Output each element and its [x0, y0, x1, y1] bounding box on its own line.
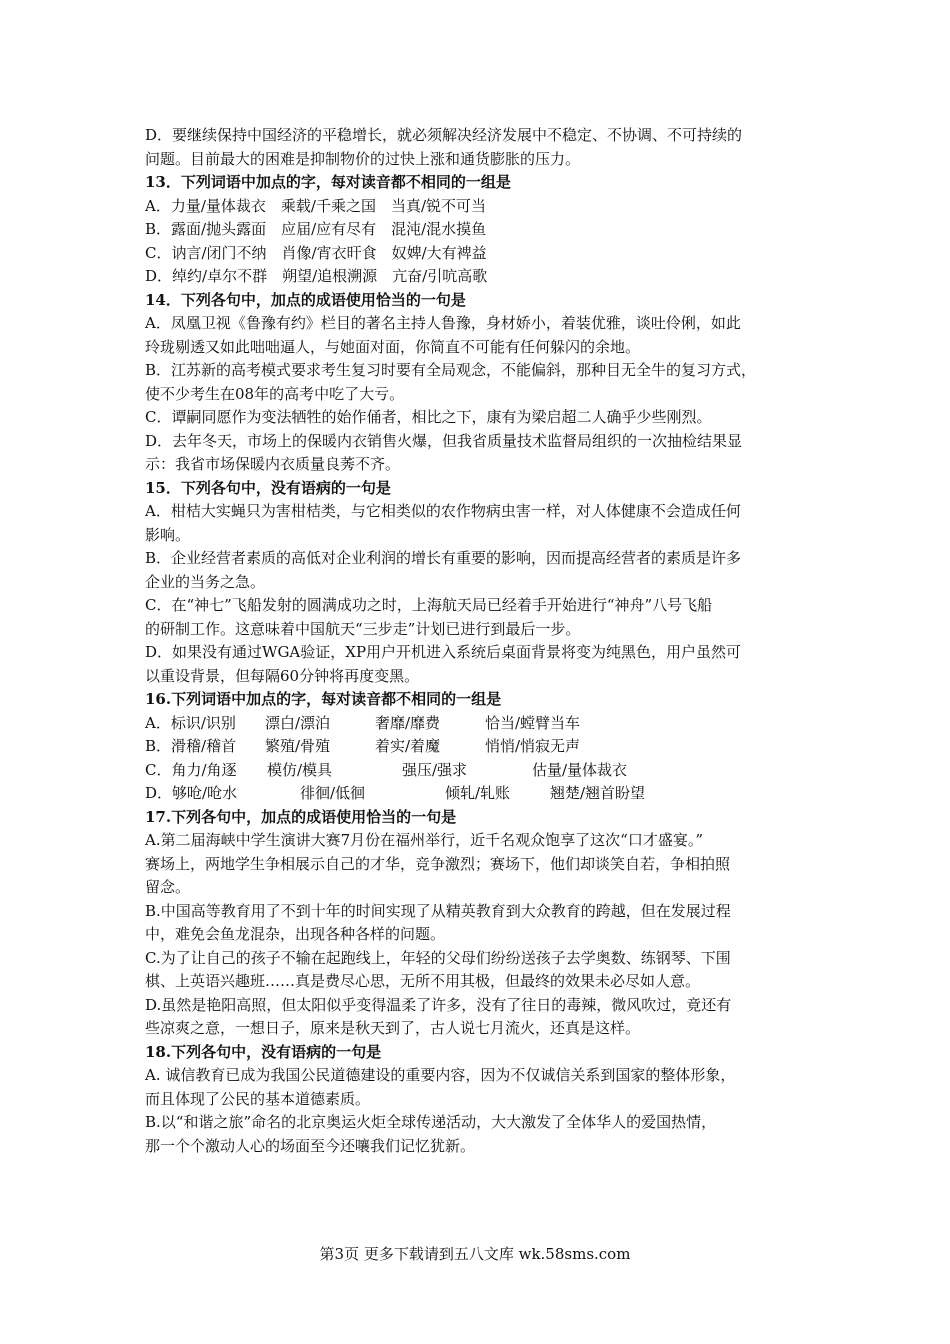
- option-cell: 模仿/模具: [267, 760, 333, 779]
- option-row: [145, 735, 835, 759]
- text-line: B．露面/抛头露面 应届/应有尽有 混沌/混水摸鱼: [145, 220, 487, 238]
- text-line: 那一个个激动人心的场面至今还嚷我们记忆犹新。: [145, 1136, 476, 1155]
- question-heading: 14．下列各句中，加点的成语使用恰当的一句是: [145, 290, 466, 309]
- option-cell: A．标识/识别: [145, 713, 236, 732]
- text-line: B.以“和谐之旅”命名的北京奥运火炬全球传递活动，大大激发了全体华人的爱国热情，: [145, 1113, 717, 1131]
- option-cell: 漂白/漂泊: [265, 713, 331, 732]
- question-heading: 16.下列词语中加点的字，每对读音都不相同的一组是: [145, 690, 502, 708]
- option-cell: 悄悄/悄寂无声: [485, 737, 581, 755]
- text-line: C．谭嗣同愿作为变法牺牲的始作俑者，相比之下，康有为梁启超二人确乎少些刚烈。: [145, 408, 712, 426]
- text-line: A.第二届海峡中学生演讲大赛7月份在福州举行，近千名观众饱享了这次“口才盛宴。”: [145, 831, 703, 849]
- text-line: C．在“神七”飞船发射的圆满成功之时，上海航天局已经着手开始进行“神舟”八号飞船: [145, 596, 713, 614]
- text-line: 而且体现了公民的基本道德素质。: [145, 1089, 371, 1108]
- option-cell: C．角力/角逐: [145, 760, 237, 779]
- text-line: A．力量/量体裁衣 乘载/千乘之国 当真/锐不可当: [145, 196, 486, 215]
- text-line: 影响。: [145, 525, 191, 544]
- question-16-options: [145, 712, 835, 806]
- option-cell: 恰当/螳臂当车: [485, 713, 581, 732]
- option-cell: 翘楚/翘首盼望: [550, 784, 646, 802]
- option-cell: B．滑稽/稽首: [145, 737, 237, 755]
- text-line: 以重设背景，但每隔60分钟将再度变黑。: [145, 666, 420, 685]
- questions-12-16: [145, 124, 835, 712]
- text-line: 赛场上，两地学生争相展示自己的才华，竞争激烈；赛场下，他们却谈笑自若，争相拍照: [145, 854, 731, 873]
- option-row: [145, 782, 835, 806]
- text-line: D．去年冬天，市场上的保暖内衣销售火爆，但我省质量技术监督局组织的一次抽检结果显: [145, 431, 743, 450]
- text-line: C.为了让自己的孩子不输在起跑线上，年轻的父母们纷纷送孩子去学奥数、练钢琴、下围: [145, 948, 731, 967]
- document-body: [145, 124, 835, 1158]
- text-line: 留念。: [145, 878, 191, 896]
- text-line: 玲珑剔透又如此咄咄逼人，与她面对面，你简直不可能有任何躲闪的余地。: [145, 337, 641, 356]
- option-cell: 倾轧/轧账: [445, 784, 511, 802]
- text-line: D．要继续保持中国经济的平稳增长，就必须解决经济发展中不稳定、不协调、不可持续的: [145, 126, 743, 144]
- question-heading: 13．下列词语中加点的字，每对读音都不相同的一组是: [145, 173, 511, 191]
- text-line: B.中国高等教育用了不到十年的时间实现了从精英教育到大众教育的跨越，但在发展过程: [145, 901, 731, 920]
- text-line: D.虽然是艳阳高照，但太阳似乎变得温柔了许多，没有了往日的毒辣，微风吹过，竟还有: [145, 995, 732, 1014]
- text-line: A．凤凰卫视《鲁豫有约》栏目的著名主持人鲁豫，身材娇小，着装优雅，谈吐伶俐，如此: [145, 314, 741, 332]
- text-line: 些凉爽之意，一想日子，原来是秋天到了，古人说七月流火，还真是这样。: [145, 1019, 641, 1037]
- option-cell: 强压/强求: [402, 760, 468, 779]
- questions-17-18: [145, 806, 835, 1159]
- text-line: 示：我省市场保暖内衣质量良莠不齐。: [145, 455, 401, 473]
- option-cell: 估量/量体裁衣: [532, 760, 628, 779]
- text-line: A. 诚信教育已成为我国公民道德建设的重要内容，因为不仅诚信关系到国家的整体形象，: [145, 1066, 736, 1084]
- option-cell: 繁殖/骨殖: [265, 737, 331, 755]
- text-line: 中，难免会鱼龙混杂，出现各种各样的问题。: [145, 925, 446, 943]
- text-line: 企业的当务之急。: [145, 572, 266, 591]
- option-cell: 奢靡/靡费: [375, 713, 441, 732]
- text-line: 的研制工作。这意味着中国航天“三步走”计划已进行到最后一步。: [145, 619, 581, 638]
- option-cell: D．够呛/呛水: [145, 784, 238, 802]
- text-line: A．柑桔大实蝇只为害柑桔类，与它相类似的农作物病虫害一样，对人体健康不会造成任何: [145, 502, 741, 520]
- option-cell: 徘徊/低徊: [300, 784, 366, 802]
- text-line: 使不少考生在08年的高考中吃了大亏。: [145, 384, 405, 403]
- page-footer: 第3页 更多下载请到五八文库 wk.58sms.com: [319, 1245, 631, 1263]
- text-line: D．绰约/卓尔不群 朔望/追根溯源 亢奋/引吭高歌: [145, 267, 488, 285]
- option-row: [145, 712, 835, 736]
- text-line: C．讷言/闭门不纳 肖像/宵衣旰食 奴婢/大有裨益: [145, 243, 487, 262]
- question-heading: 18.下列各句中，没有语病的一句是: [145, 1042, 382, 1061]
- option-cell: 着实/着魔: [375, 737, 441, 755]
- text-line: 棋、上英语兴趣班……真是费尽心思，无所不用其极，但最终的效果未必尽如人意。: [145, 972, 701, 990]
- question-heading: 17.下列各句中，加点的成语使用恰当的一句是: [145, 807, 457, 826]
- option-row: [145, 759, 835, 783]
- question-heading: 15．下列各句中，没有语病的一句是: [145, 478, 391, 497]
- text-line: B．江苏新的高考模式要求考生复习时要有全局观念，不能偏斜，那种目无全牛的复习方式，: [145, 361, 757, 379]
- text-line: B．企业经营者素质的高低对企业利润的增长有重要的影响，因而提高经营者的素质是许多: [145, 549, 742, 567]
- text-line: 问题。目前最大的困难是抑制物价的过快上涨和通货膨胀的压力。: [145, 149, 581, 168]
- text-line: D．如果没有通过WGA验证，XP用户开机进入系统后桌面背景将变为纯黑色，用户虽然可: [145, 643, 742, 661]
